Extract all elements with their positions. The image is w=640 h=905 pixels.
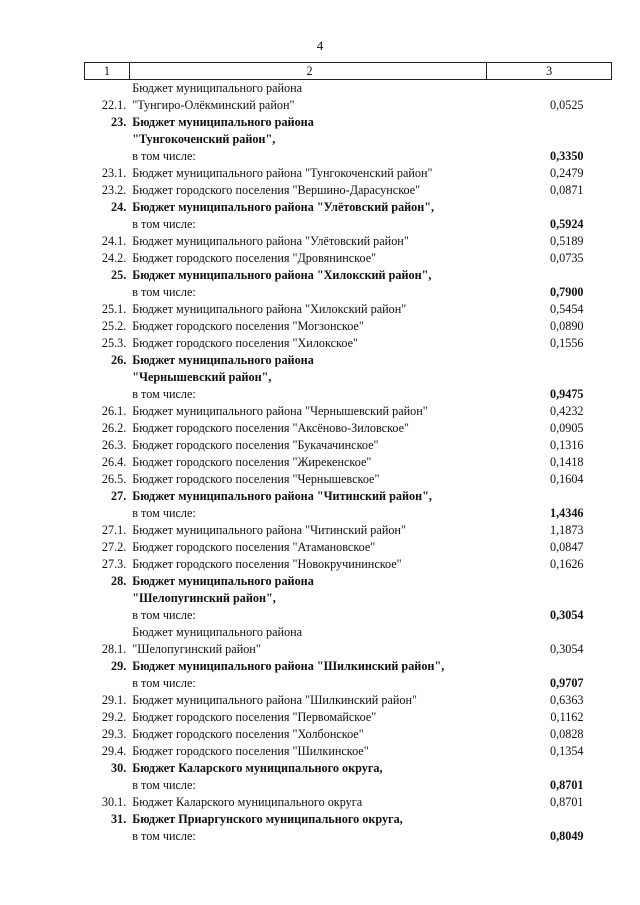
table-row (85, 352, 612, 403)
row-number: 22.1. (101, 98, 127, 112)
row-name-line: Бюджет городского поселения "Атамановское" (132, 540, 376, 554)
row-name (129, 811, 487, 845)
row-value-spacer (487, 131, 584, 148)
row-value: 0,6363 (549, 693, 584, 707)
row-name (129, 403, 487, 420)
row-name-line: Бюджет Приаргунского муниципального округа, (132, 812, 403, 826)
row-name (129, 114, 487, 165)
row-value: 0,8701 (549, 795, 584, 809)
row-value-text: 0,5924 (549, 217, 584, 231)
row-value (487, 267, 612, 301)
row-name (129, 556, 487, 573)
row-name-line: в том числе: (132, 285, 196, 299)
row-value (487, 199, 612, 233)
row-value: 0,0890 (549, 319, 584, 333)
row-value-text: 0,9475 (549, 387, 584, 401)
row-value-text: 0,3350 (549, 149, 584, 163)
row-name (129, 726, 487, 743)
row-name-line: Бюджет городского поселения "Чернышевское" (132, 472, 380, 486)
row-name-line: Бюджет городского поселения "Аксёново-Зиловское" (132, 421, 409, 435)
row-value: 0,1316 (549, 438, 584, 452)
row-value-spacer (487, 114, 584, 131)
table-row (85, 420, 612, 437)
row-name-line: "Чернышевский район", (132, 370, 272, 384)
row-name (129, 437, 487, 454)
row-name (129, 573, 487, 624)
row-number: 24. (111, 200, 127, 214)
row-name-line: Бюджет муниципального района "Читинский район", (132, 489, 432, 503)
row-value: 0,0905 (549, 421, 584, 435)
row-name (129, 488, 487, 522)
table-row (85, 794, 612, 811)
row-name-line: Бюджет муниципального района (132, 574, 314, 588)
row-number: 29.1. (101, 693, 127, 707)
row-value (487, 760, 612, 794)
row-value-spacer (487, 199, 584, 216)
table-row (85, 318, 612, 335)
row-number: 25.2. (101, 319, 127, 333)
row-number: 26. (111, 353, 127, 367)
table-row (85, 573, 612, 624)
row-name-line: в том числе: (132, 829, 196, 843)
table-row (85, 165, 612, 182)
row-value: 0,2479 (549, 166, 584, 180)
row-name-line: Бюджет муниципального района (132, 625, 303, 639)
table-header-row (85, 63, 612, 80)
row-value (487, 658, 612, 692)
page-number: 4 (316, 38, 324, 53)
row-value (487, 114, 612, 165)
row-value-text: 0,8049 (549, 829, 584, 843)
row-value: 0,0847 (549, 540, 584, 554)
row-number: 26.1. (101, 404, 127, 418)
row-name (129, 692, 487, 709)
row-name (129, 318, 487, 335)
row-name (129, 301, 487, 318)
table-row (85, 114, 612, 165)
row-number: 26.5. (101, 472, 127, 486)
row-name-line: Бюджет городского поселения "Холбонское" (132, 727, 364, 741)
row-name-line: Бюджет городского поселения "Первомайское" (132, 710, 377, 724)
row-value (487, 352, 612, 403)
row-name (129, 454, 487, 471)
table-row (85, 658, 612, 692)
row-name-line: Бюджет городского поселения "Могзонское" (132, 319, 364, 333)
table-row (85, 692, 612, 709)
row-number: 23. (111, 115, 127, 129)
row-value-spacer (487, 267, 584, 284)
row-name (129, 182, 487, 199)
row-name (129, 522, 487, 539)
row-value-spacer (487, 369, 584, 386)
row-name (129, 267, 487, 301)
table-row (85, 301, 612, 318)
header-col-1: 1 (85, 63, 130, 80)
row-number: 24.1. (101, 234, 127, 248)
table-row (85, 624, 612, 658)
row-value: 0,4232 (549, 404, 584, 418)
row-name (129, 199, 487, 233)
table-row (85, 267, 612, 301)
row-value: 0,0828 (549, 727, 584, 741)
row-name-line: Бюджет муниципального района "Хилокский район", (132, 268, 432, 282)
row-name-line: Бюджет городского поселения "Букачачинское" (132, 438, 379, 452)
row-number: 23.1. (101, 166, 127, 180)
row-name-line: Бюджет городского поселения "Новокручининское" (132, 557, 402, 571)
row-name-line: Бюджет муниципального района (132, 81, 303, 95)
row-number: 31. (111, 812, 127, 826)
row-value-spacer (487, 658, 584, 675)
row-name (129, 80, 487, 115)
row-name-line: "Тунгокоченский район", (132, 132, 276, 146)
table-row (85, 335, 612, 352)
row-number: 29.3. (101, 727, 127, 741)
row-name-line: в том числе: (132, 149, 196, 163)
row-value: 0,1162 (550, 710, 584, 724)
row-value-spacer (487, 590, 584, 607)
row-number: 30.1. (101, 795, 127, 809)
table-row (85, 811, 612, 845)
table-row (85, 488, 612, 522)
row-name-line: Бюджет муниципального района "Шилкинский район", (132, 659, 445, 673)
row-name-line: Бюджет муниципального района "Улётовский район", (132, 200, 435, 214)
row-name-line: в том числе: (132, 778, 196, 792)
row-number: 27. (111, 489, 127, 503)
table-row (85, 182, 612, 199)
row-number: 26.3. (101, 438, 127, 452)
row-value: 0,0735 (549, 251, 584, 265)
table-row (85, 233, 612, 250)
row-number: 24.2. (101, 251, 127, 265)
table-row (85, 403, 612, 420)
row-name (129, 539, 487, 556)
budget-table (84, 62, 612, 845)
table-row (85, 726, 612, 743)
row-value-spacer (487, 760, 584, 777)
row-name-line: "Тунгиро-Олёкминский район" (132, 98, 295, 112)
row-number: 25.1. (101, 302, 127, 316)
row-value-text: 1,4346 (549, 506, 584, 520)
row-name-line: в том числе: (132, 506, 196, 520)
row-name-line: Бюджет муниципального района (132, 353, 314, 367)
row-number: 23.2. (101, 183, 127, 197)
row-value-text: 0,9707 (549, 676, 584, 690)
row-name (129, 709, 487, 726)
row-number: 25. (111, 268, 127, 282)
row-name (129, 624, 487, 658)
row-name (129, 335, 487, 352)
row-value: 1,1873 (549, 523, 584, 537)
table-row (85, 437, 612, 454)
row-name-line: Бюджет городского поселения "Хилокское" (132, 336, 358, 350)
row-name (129, 233, 487, 250)
row-number: 30. (111, 761, 127, 775)
row-name (129, 658, 487, 692)
row-number: 27.1. (101, 523, 127, 537)
row-number: 28. (111, 574, 127, 588)
row-number: 26.2. (101, 421, 127, 435)
table-row (85, 454, 612, 471)
row-name-line: "Шелопугинский район" (132, 642, 261, 656)
row-value: 0,1604 (549, 472, 584, 486)
row-name (129, 352, 487, 403)
table-row (85, 760, 612, 794)
row-name-line: "Шелопугинский район", (132, 591, 276, 605)
row-value: 0,3054 (549, 642, 584, 656)
row-name-line: Бюджет муниципального района "Улётовский район" (132, 234, 409, 248)
table-row (85, 522, 612, 539)
row-value-text: 0,3054 (549, 608, 584, 622)
row-name-line: Бюджет Каларского муниципального округа (132, 795, 363, 809)
row-value: 0,0525 (549, 98, 584, 112)
table-row (85, 250, 612, 267)
row-value-text: 0,8701 (549, 778, 584, 792)
row-name-line: в том числе: (132, 217, 196, 231)
row-name-line: Бюджет городского поселения "Дровянинское" (132, 251, 377, 265)
row-value (487, 573, 612, 624)
row-number: 29. (111, 659, 127, 673)
row-name (129, 743, 487, 760)
row-value-spacer (487, 573, 584, 590)
row-name (129, 165, 487, 182)
row-name (129, 471, 487, 488)
row-name-line: Бюджет муниципального района "Читинский район" (132, 523, 406, 537)
row-name-line: Бюджет городского поселения "Жирекенское" (132, 455, 372, 469)
table-row (85, 743, 612, 760)
table-row (85, 556, 612, 573)
row-name-line: в том числе: (132, 387, 196, 401)
row-number: 28.1. (101, 642, 127, 656)
row-number: 27.3. (101, 557, 127, 571)
row-name-line: Бюджет муниципального района "Шилкинский район" (132, 693, 417, 707)
row-number: 26.4. (101, 455, 127, 469)
header-col-2: 2 (129, 63, 487, 80)
row-value (487, 811, 612, 845)
row-value (487, 488, 612, 522)
budget-table-body (85, 63, 612, 846)
row-value-text: 0,7900 (549, 285, 584, 299)
row-name (129, 760, 487, 794)
row-number: 25.3. (101, 336, 127, 350)
row-value: 0,0871 (549, 183, 584, 197)
row-value: 0,1556 (549, 336, 584, 350)
row-name (129, 794, 487, 811)
row-name-line: Бюджет городского поселения "Вершино-Дарасунское" (132, 183, 421, 197)
row-name (129, 250, 487, 267)
row-name-line: Бюджет муниципального района "Тунгокоченский район" (132, 166, 433, 180)
row-name-line: в том числе: (132, 608, 196, 622)
row-name-line: в том числе: (132, 676, 196, 690)
header-col-3: 3 (487, 63, 612, 80)
row-name-line: Бюджет муниципального района (132, 115, 314, 129)
row-name (129, 420, 487, 437)
table-row (85, 199, 612, 233)
row-value: 0,5454 (549, 302, 584, 316)
row-name-line: Бюджет муниципального района "Чернышевский район" (132, 404, 428, 418)
row-value-spacer (487, 811, 584, 828)
row-value: 0,1418 (549, 455, 584, 469)
row-value: 0,5189 (549, 234, 584, 248)
table-row (85, 471, 612, 488)
row-number: 29.4. (101, 744, 127, 758)
row-value-spacer (487, 352, 584, 369)
row-number: 27.2. (101, 540, 127, 554)
row-name-line: Бюджет муниципального района "Хилокский район" (132, 302, 407, 316)
table-row (85, 80, 612, 115)
row-value: 0,1626 (549, 557, 584, 571)
row-name-line: Бюджет городского поселения "Шилкинское" (132, 744, 369, 758)
row-number: 29.2. (101, 710, 127, 724)
table-row (85, 539, 612, 556)
row-value-spacer (487, 488, 584, 505)
row-name-line: Бюджет Каларского муниципального округа, (132, 761, 383, 775)
table-row (85, 709, 612, 726)
row-value: 0,1354 (549, 744, 584, 758)
